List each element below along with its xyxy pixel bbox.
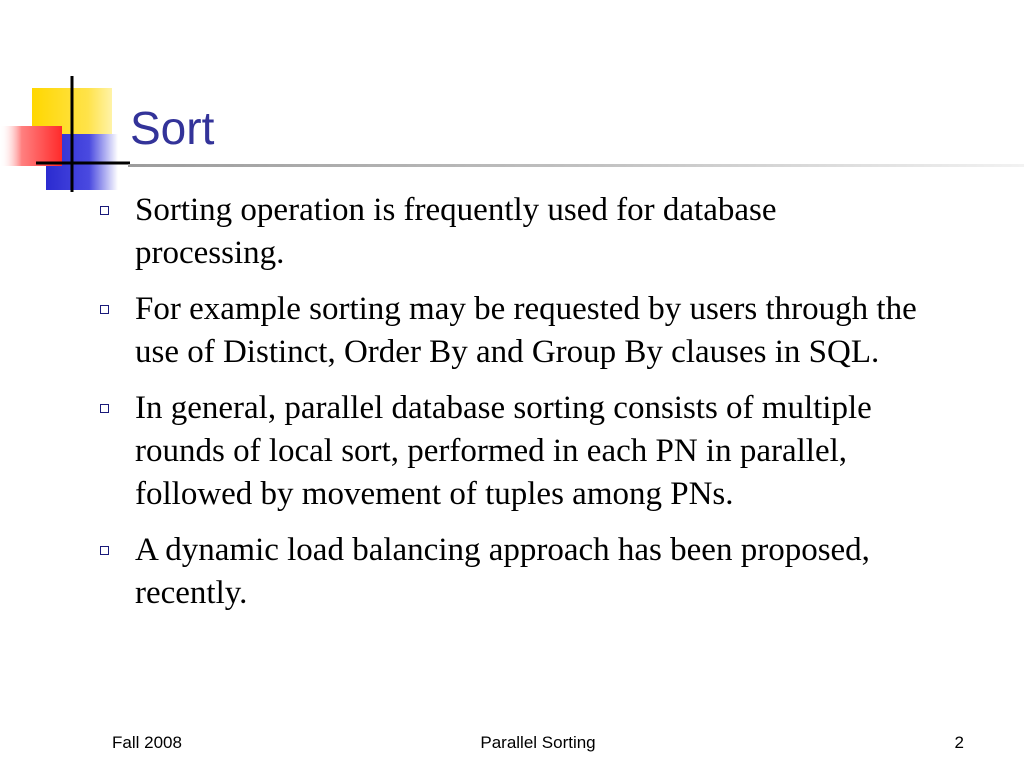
bullet-item [96, 529, 926, 615]
bullet-item [96, 189, 926, 275]
bullet-text: A dynamic load balancing approach has been proposed, recently. [135, 532, 870, 611]
page-number: 2 [954, 733, 964, 752]
hollow-square-icon [100, 305, 109, 314]
bullet-item [96, 387, 926, 516]
title-underline [128, 164, 1024, 167]
bullet-list [96, 189, 926, 628]
hollow-square-icon [100, 546, 109, 555]
bullet-text: In general, parallel database sorting consists of multiple rounds of local sort, performed in each PN in parallel, followed by movement of tuples among PNs. [135, 390, 872, 512]
color-blocks-logo [0, 0, 130, 200]
bullet-text: Sorting operation is frequently used for database processing. [135, 192, 777, 271]
bullet-item [96, 288, 926, 374]
slide-title: Sort [130, 102, 215, 154]
footer-title: Parallel Sorting [480, 733, 596, 752]
bullet-text: For example sorting may be requested by users through the use of Distinct, Order By and Group By clauses in SQL. [135, 291, 917, 370]
hollow-square-icon [100, 206, 109, 215]
footer-date: Fall 2008 [112, 733, 182, 752]
hollow-square-icon [100, 404, 109, 413]
